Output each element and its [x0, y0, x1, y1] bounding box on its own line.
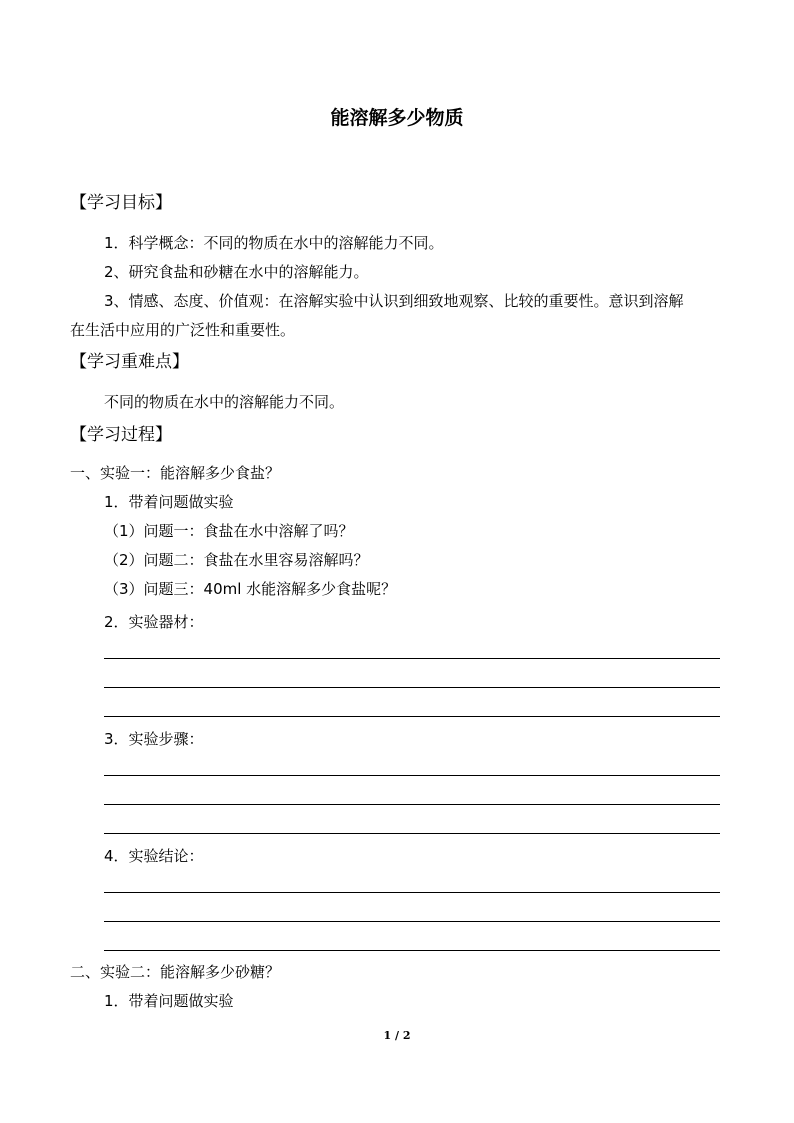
page-title: 能溶解多少物质: [330, 107, 464, 129]
conclusion-answer-line: [104, 921, 720, 922]
steps-answer-line: [104, 804, 720, 805]
goals-heading: 【学习目标】: [70, 193, 172, 213]
exp1-materials-label: 2．实验器材：: [104, 613, 204, 631]
exp1-question-2: （2）问题二：食盐在水里容易溶解吗？: [104, 551, 369, 569]
page-number: 1 / 2: [383, 1029, 411, 1042]
key-points-text: 不同的物质在水中的溶解能力不同。: [104, 393, 345, 411]
materials-answer-line: [104, 687, 720, 688]
exp1-question-3: （3）问题三：40ml 水能溶解多少食盐呢？: [104, 580, 397, 598]
goal-item-3-line2: 在生活中应用的广泛性和重要性。: [70, 321, 296, 339]
key-points-heading: 【学习重难点】: [70, 352, 189, 372]
exp1-step1: 1．带着问题做实验: [104, 493, 234, 511]
steps-answer-line: [104, 775, 720, 776]
exp1-question-1: （1）问题一：食盐在水中溶解了吗？: [104, 522, 354, 540]
exp1-title: 一、实验一：能溶解多少食盐？: [70, 464, 281, 482]
exp1-steps-label: 3．实验步骤：: [104, 730, 204, 748]
exp2-title: 二、实验二：能溶解多少砂糖？: [70, 963, 281, 981]
exp2-step1: 1．带着问题做实验: [104, 992, 234, 1010]
goal-item-1: 1．科学概念：不同的物质在水中的溶解能力不同。: [104, 234, 444, 252]
goal-item-3-line1: 3、情感、态度、价值观：在溶解实验中认识到细致地观察、比较的重要性。意识到溶解: [104, 292, 684, 310]
goal-item-2: 2、研究食盐和砂糖在水中的溶解能力。: [104, 263, 369, 281]
materials-answer-line: [104, 716, 720, 717]
exp1-conclusion-label: 4．实验结论：: [104, 847, 204, 865]
process-heading: 【学习过程】: [70, 425, 172, 445]
steps-answer-line: [104, 833, 720, 834]
conclusion-answer-line: [104, 892, 720, 893]
materials-answer-line: [104, 658, 720, 659]
conclusion-answer-line: [104, 950, 720, 951]
